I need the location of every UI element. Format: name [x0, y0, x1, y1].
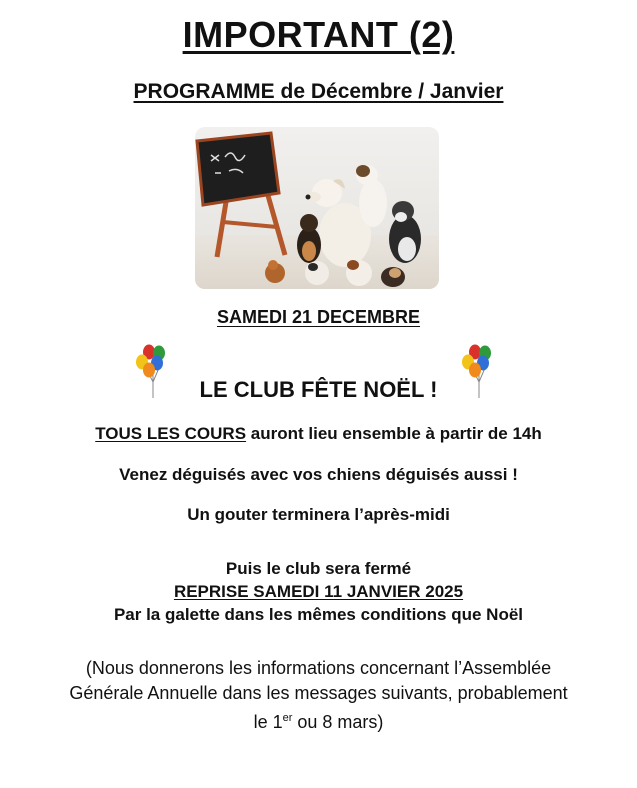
note-line-1: (Nous donnerons les informations concernant l’Assemblée — [85, 658, 552, 678]
dogs-classroom-photo — [195, 127, 439, 289]
page-title: IMPORTANT (2) — [182, 14, 455, 55]
event-headline: LE CLUB FÊTE NOËL ! — [199, 377, 438, 402]
note-line-3-start: le 1 — [253, 712, 283, 732]
courses-emphasis: TOUS LES COURS — [95, 424, 247, 443]
event-date: SAMEDI 21 DECEMBRE — [216, 307, 421, 327]
snack-line: Un gouter terminera l’après-midi — [187, 505, 450, 524]
courses-detail: auront lieu ensemble à partir de 14h — [246, 424, 542, 443]
note-line-3 — [10, 706, 627, 735]
costume-line: Venez déguisés avec vos chiens déguisés aussi ! — [119, 465, 518, 484]
assembly-note — [10, 656, 627, 735]
galette-line: Par la galette dans les mêmes conditions que Noël — [113, 605, 524, 624]
reopening-line: REPRISE SAMEDI 11 JANVIER 2025 — [173, 582, 464, 601]
courses-line — [0, 424, 637, 444]
dogs-illustration — [195, 127, 439, 289]
closure-line: Puis le club sera fermé — [225, 559, 412, 578]
note-superscript: er — [282, 712, 293, 724]
note-line-3-end: ou 8 mars) — [292, 712, 384, 732]
note-line-2: Générale Annuelle dans les messages suivants, probablement — [69, 683, 568, 703]
page-subtitle: PROGRAMME de Décembre / Janvier — [133, 80, 504, 103]
